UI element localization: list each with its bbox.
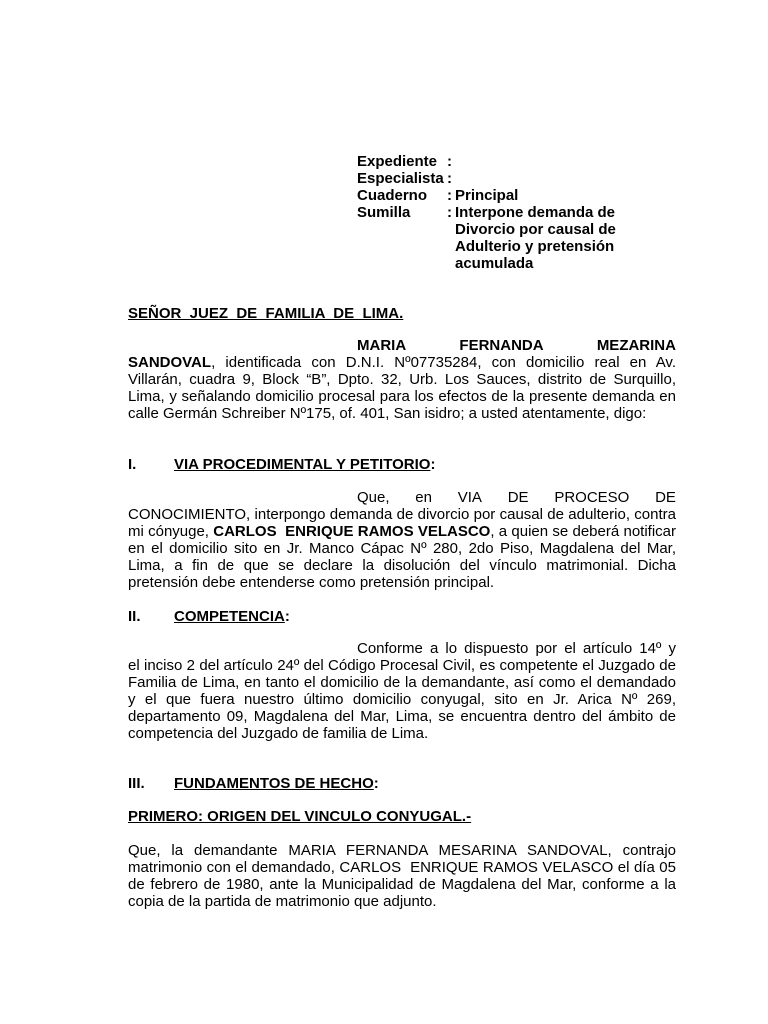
intro-body: , identificada con D.N.I. Nº07735284, con domicilio real en Av. Villarán, cuadra 9, Block “B”, Dpto. 32, Urb. Los Sauces, distrito de Surquillo, Lima, y señalando domicilio procesal para los efectos de la presente demanda en calle Germán Schreiber Nº175, of. 401, San isidro; a usted atentamente, digo: xyxy=(128,354,676,422)
competencia-first-line: Conforme a lo dispuesto por el artículo 14º y xyxy=(357,640,676,657)
addressee: SEÑOR JUEZ DE FAMILIA DE LIMA. xyxy=(128,305,404,322)
expediente-label: Expediente xyxy=(357,153,438,170)
name-line xyxy=(357,337,676,354)
section-title: FUNDAMENTOS DE HECHO xyxy=(174,775,374,792)
sumilla-line: Adulterio y pretensión xyxy=(455,238,615,255)
colon: : xyxy=(447,170,452,187)
section-title: VIA PROCEDIMENTAL Y PETITORIO xyxy=(174,456,431,473)
surname: SANDOVAL xyxy=(128,354,212,371)
middle-name: FERNANDA xyxy=(459,337,544,354)
colon: : xyxy=(447,204,452,221)
petitorio-text-before: CONOCIMIENTO, interpongo demanda de divorcio por causal de adulterio, contra mi cónyuge, xyxy=(128,506,676,540)
petitorio-paragraph xyxy=(128,489,676,591)
especialista-value xyxy=(455,170,635,187)
section-title: COMPETENCIA xyxy=(174,608,285,625)
word: DE xyxy=(655,489,676,506)
section-suffix: : xyxy=(430,456,436,473)
section-number: I. xyxy=(128,456,137,473)
intro-text xyxy=(128,354,676,422)
sumilla-line: Interpone demanda de xyxy=(455,204,616,221)
especialista-row xyxy=(357,170,635,187)
sumilla-row xyxy=(357,204,635,272)
petitorio-text-after: , a quien se deberá notificar en el domicilio sito en Jr. Manco Cápac Nº 280, 2do Piso, Magdalena del Mar, Lima, a fin de que se declare la disolución del vínculo matrimonial. Dicha pretensión debe entenderse como pretensión principal. xyxy=(128,523,676,591)
intro-paragraph xyxy=(128,337,676,422)
section-heading-3 xyxy=(128,775,676,792)
sumilla-label: Sumilla xyxy=(357,204,411,221)
expediente-value xyxy=(455,153,635,170)
word: DE xyxy=(507,489,529,506)
section-suffix: : xyxy=(284,608,290,625)
word: VIA xyxy=(457,489,482,506)
sumilla-line: Divorcio por causal de xyxy=(455,221,616,238)
section-number: II. xyxy=(128,608,141,625)
sumilla-value xyxy=(455,204,635,272)
case-header xyxy=(357,153,635,272)
section-heading-1 xyxy=(128,456,676,473)
first-name: MARIA xyxy=(357,337,407,354)
respondent-name: CARLOS ENRIQUE RAMOS VELASCO xyxy=(213,523,491,540)
petitorio-text xyxy=(128,506,676,591)
colon: : xyxy=(447,187,452,204)
especialista-label: Especialista xyxy=(357,170,444,187)
cuaderno-label: Cuaderno xyxy=(357,187,428,204)
competencia-paragraph xyxy=(128,640,676,742)
expediente-row xyxy=(357,153,635,170)
cuaderno-value: Principal xyxy=(455,187,519,204)
section-number: III. xyxy=(128,775,145,792)
sumilla-line: acumulada xyxy=(455,255,534,272)
colon: : xyxy=(447,153,452,170)
section-heading-2 xyxy=(128,608,676,625)
primero-paragraph: Que, la demandante MARIA FERNANDA MESARINA SANDOVAL, contrajo matrimonio con el demandado, CARLOS ENRIQUE RAMOS VELASCO el día 05 de febrero de 1980, ante la Municipalidad de Magdalena del Mar, conforme a la copia de la partida de matrimonio que adjunto. xyxy=(128,842,681,910)
last-name: MEZARINA xyxy=(596,337,676,354)
cuaderno-row xyxy=(357,187,635,204)
petitorio-first-line xyxy=(357,489,676,506)
word: PROCESO xyxy=(554,489,630,506)
section-suffix: : xyxy=(373,775,379,792)
subsection-heading-primero: PRIMERO: ORIGEN DEL VINCULO CONYUGAL.- xyxy=(128,808,472,825)
word: en xyxy=(415,489,432,506)
competencia-text: el inciso 2 del artículo 24º del Código Procesal Civil, es competente el Juzgado de Familia de Lima, en tanto el domicilio de la demandante, así como el demandado y el que fuera nuestro último domicilio conyugal, sito en Jr. Arica Nº 269, departamento 09, Magdalena del Mar, Lima, se encuentra dentro del ámbito de competencia del Juzgado de familia de Lima. xyxy=(128,657,676,742)
word: Que, xyxy=(357,489,390,506)
